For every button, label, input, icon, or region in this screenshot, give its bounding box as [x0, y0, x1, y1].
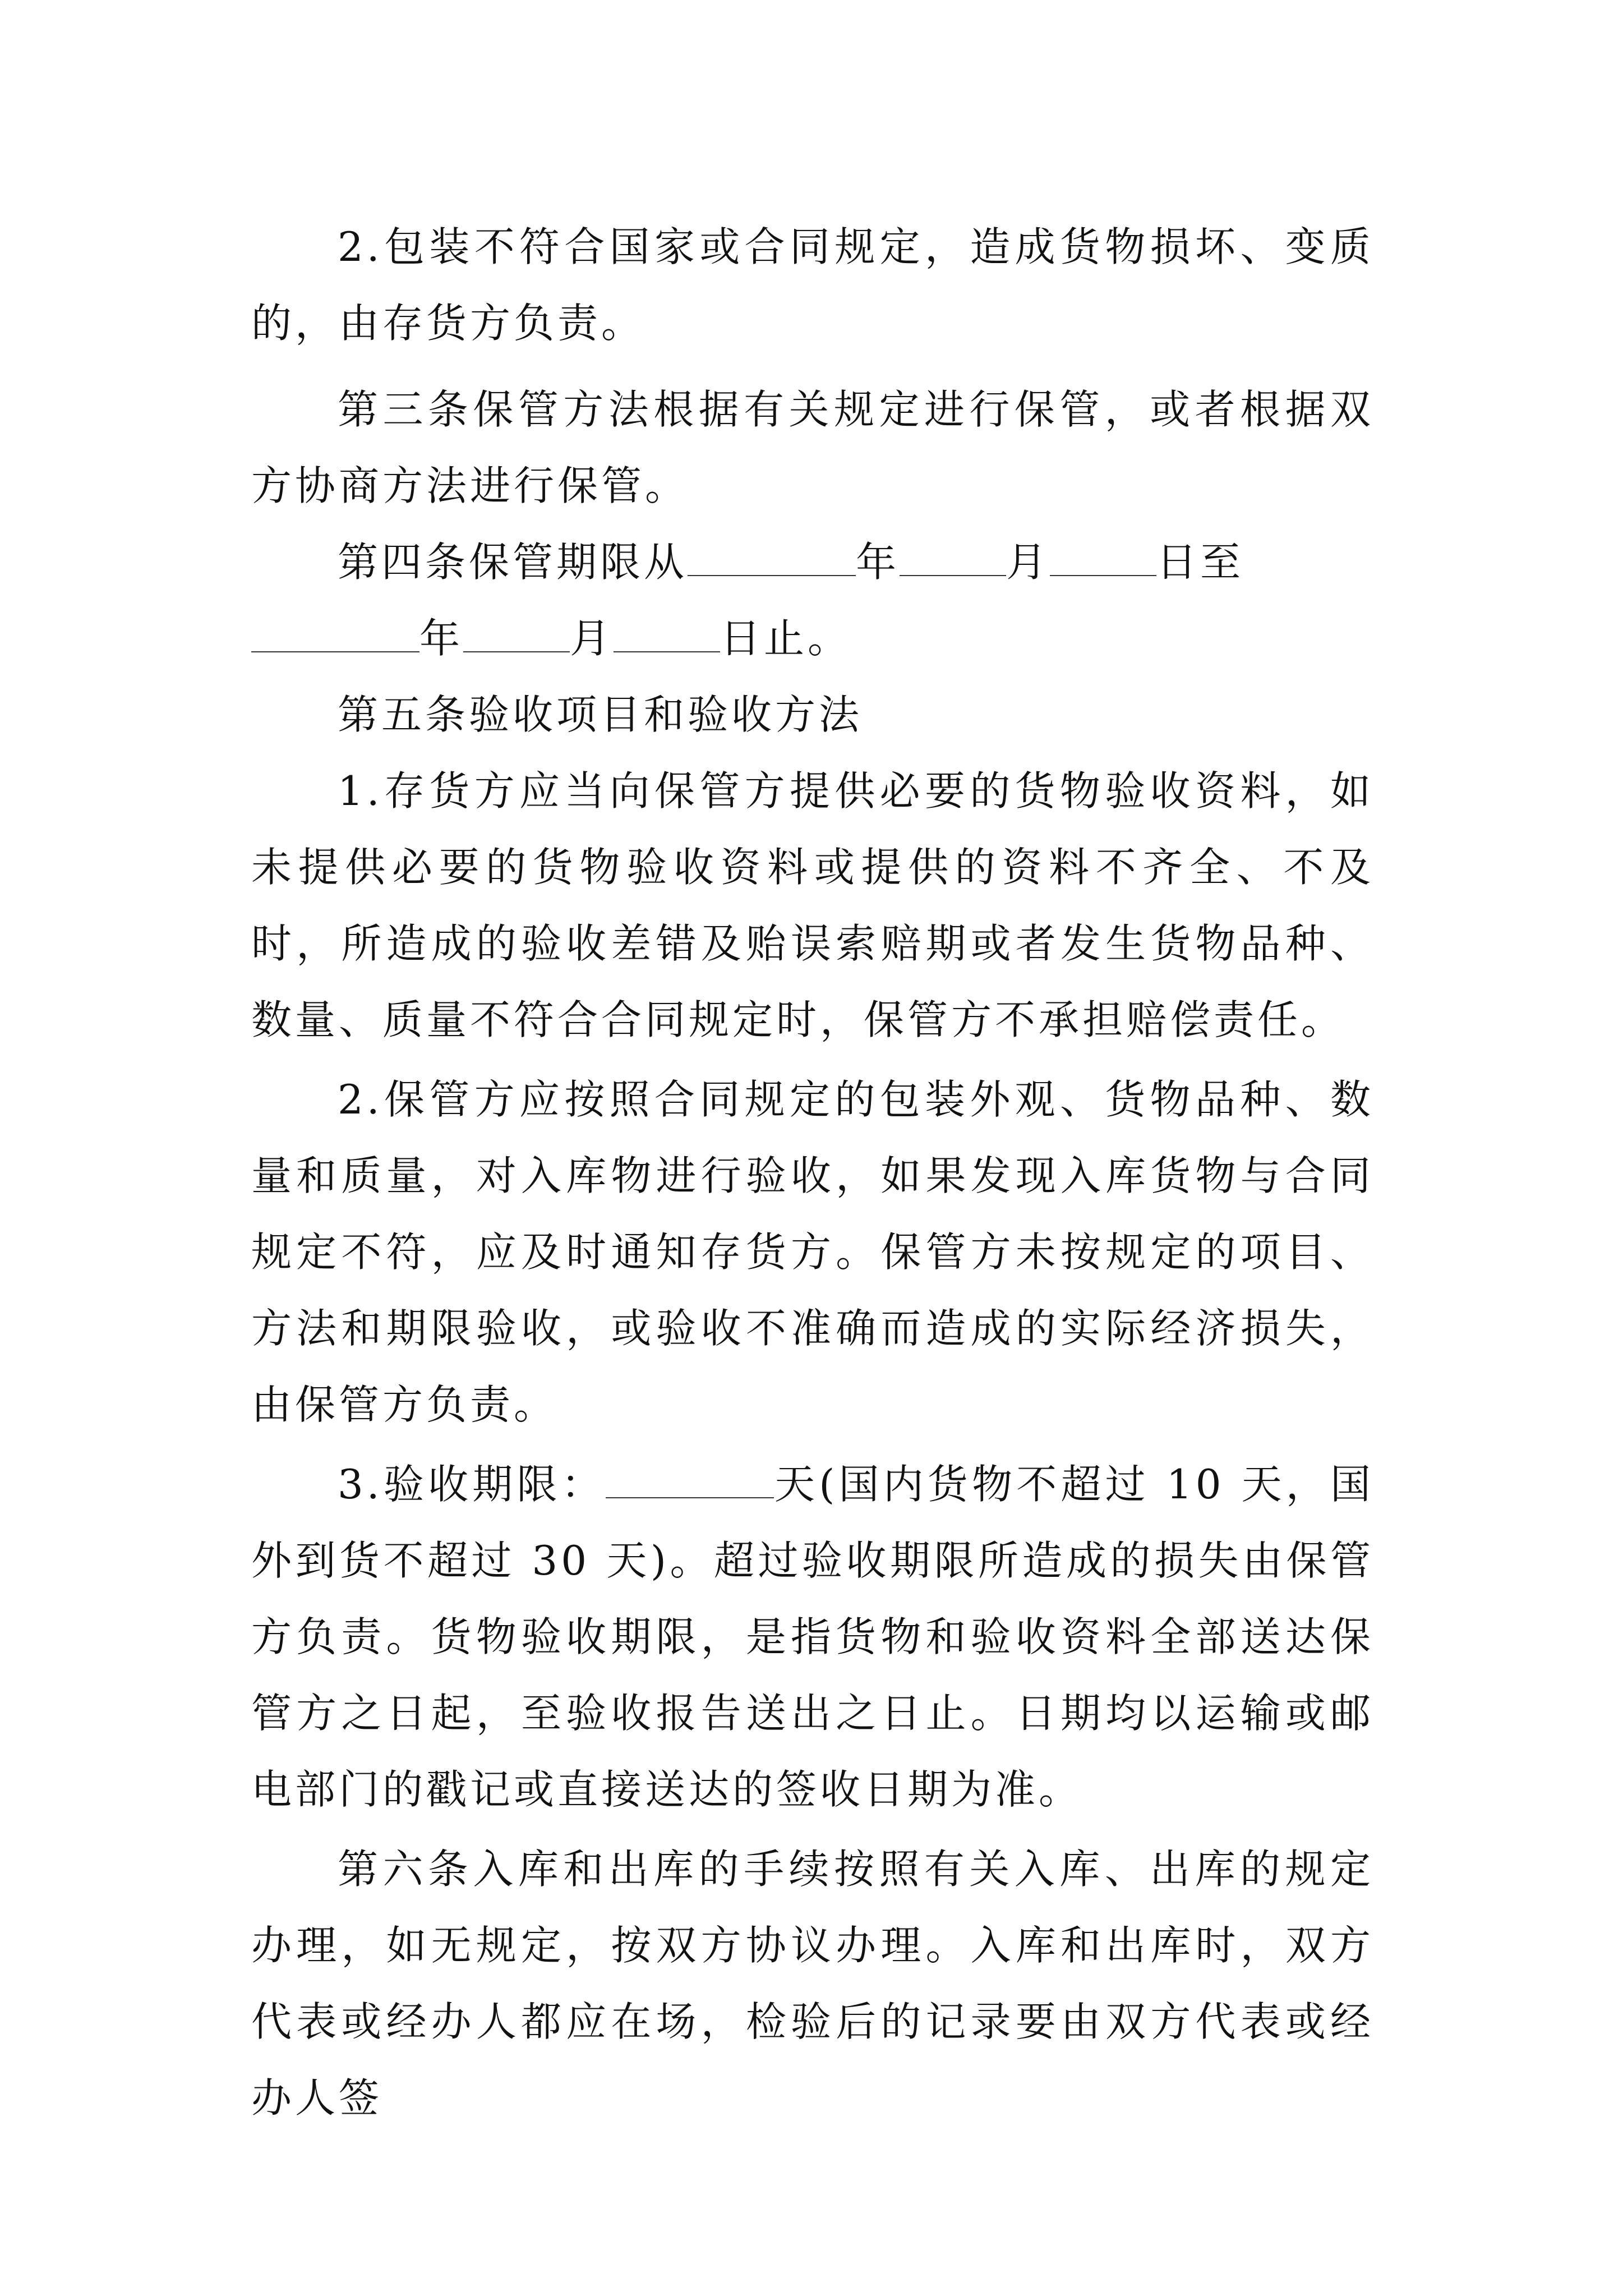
start-year-blank[interactable] — [688, 540, 856, 576]
clause-2-packaging: 2.包装不符合国家或合同规定，造成货物损坏、变质的，由存货方负责。 — [251, 223, 1374, 347]
year-label: 年 — [856, 539, 900, 586]
clause-3-inspection-period — [251, 1446, 1374, 1828]
day-end-label: 日止。 — [720, 615, 852, 662]
clause-3-lead: 3.验收期限： — [338, 1461, 606, 1508]
clause-2-inspection-duty: 2.保管方应按照合同规定的包装外观、货物品种、数量和质量，对入库物进行验收，如果发现入库货物与合同规定不符，应及时通知存货方。保管方未按规定的项目、方法和期限验收，或验收不准确而造成的实际经济损失，由保管方负责。 — [251, 1076, 1374, 1428]
clause-3-rest: 天(国内货物不超过 10 天，国外到货不超过 30 天)。超过验收期限所造成的损失由保管方负责。货物验收期限，是指货物和验收资料全部送达保管方之日起，至验收报告送出之日止。日期均以运输或邮电部门的戳记或直接送达的签收日期为准。 — [251, 1461, 1374, 1813]
month-label: 月 — [1006, 539, 1050, 586]
document-body — [251, 209, 1374, 2136]
clause-1-inspection-materials: 1.存货方应当向保管方提供必要的货物验收资料，如未提供必要的货物验收资料或提供的资料不齐全、不及时，所造成的验收差错及贻误索赔期或者发生货物品种、数量、质量不符合合同规定时，保管方不承担赔偿责任。 — [251, 767, 1374, 1043]
end-day-blank[interactable] — [614, 616, 720, 652]
article-3-storage-method: 第三条保管方法根据有关规定进行保管，或者根据双方协商方法进行保管。 — [251, 386, 1374, 509]
article-4-second-line — [251, 600, 1374, 677]
month2-label: 月 — [570, 615, 614, 662]
start-day-blank[interactable] — [1050, 540, 1156, 576]
article-4-storage-period — [251, 524, 1374, 677]
article-4-lead: 第四条保管期限从 — [338, 539, 688, 586]
start-month-blank[interactable] — [900, 540, 1006, 576]
end-month-blank[interactable] — [463, 616, 570, 652]
year2-label: 年 — [419, 615, 464, 662]
inspection-days-blank[interactable] — [606, 1462, 774, 1498]
article-6-in-out-procedures: 第六条入库和出库的手续按照有关入库、出库的规定办理，如无规定，按双方协议办理。入库和出库时，双方代表或经办人都应在场，检验后的记录要由双方代表或经办人签 — [251, 1846, 1374, 2122]
end-year-blank[interactable] — [251, 616, 419, 652]
day-to-label: 日至 — [1156, 539, 1244, 586]
article-5-heading: 第五条验收项目和验收方法 — [338, 691, 863, 738]
